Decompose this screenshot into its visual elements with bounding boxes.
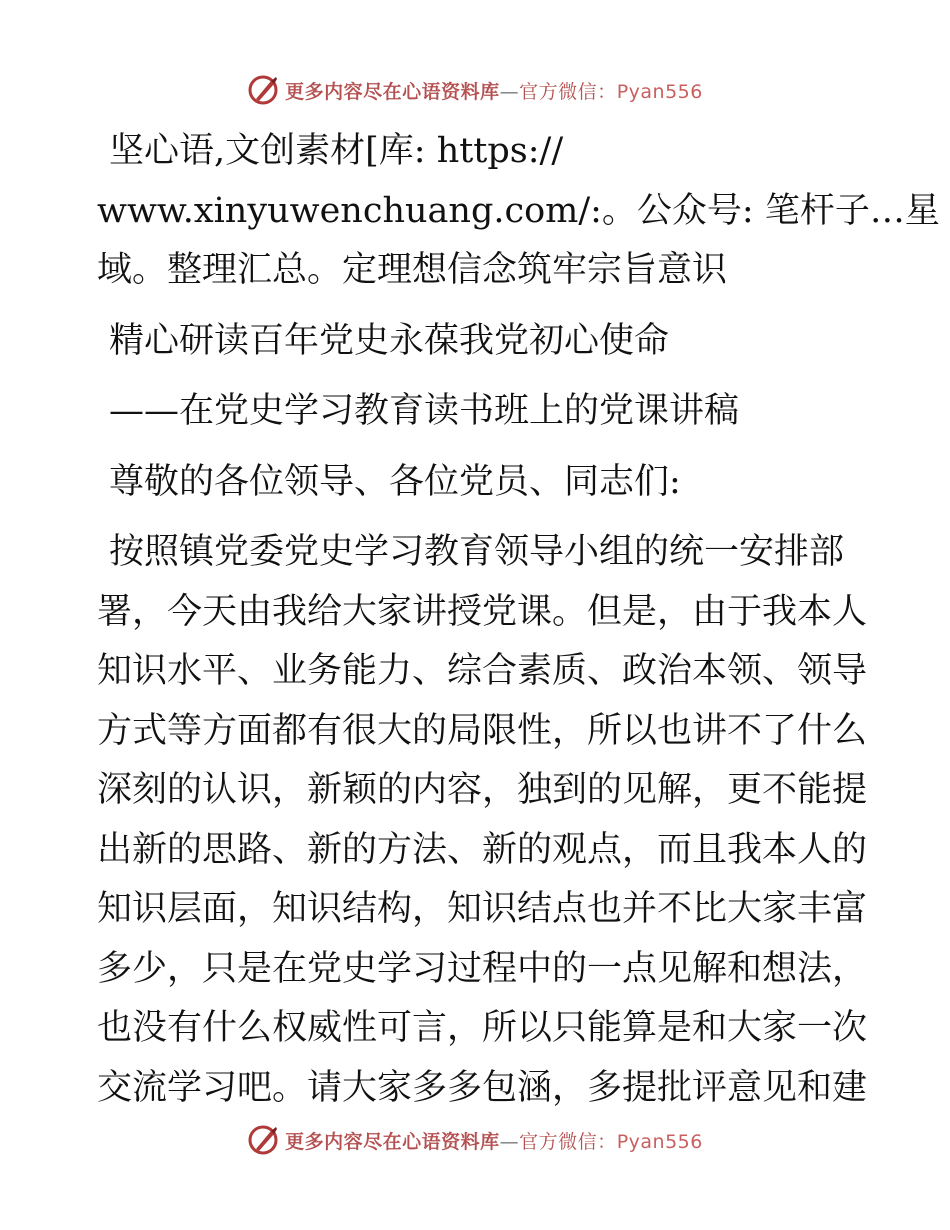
watermark-suffix: 官方微信： xyxy=(519,1130,617,1153)
body-line-6: 出新的思路、新的方法、新的观点，而且我本人的 xyxy=(97,829,868,870)
body-line-9: 也没有什么权威性可言，所以只能算是和大家一次 xyxy=(97,1008,868,1048)
brush-pen-logo-icon xyxy=(247,73,281,107)
watermark-brand: 更多内容尽在心语资料库 xyxy=(285,1130,500,1153)
document-body xyxy=(97,122,940,1118)
header-line-2: www.xinyuwenchuang.com/:。公众号: 笔杆子…星 xyxy=(97,190,940,231)
watermark-text xyxy=(285,77,703,104)
header-line-1: 坚心语,文创素材[库: https:// xyxy=(109,131,564,171)
body-line-8: 多少，只是在党史学习过程中的一点见解和想法， xyxy=(97,948,868,989)
body-line-1: 按照镇党委党史学习教育领导小组的统一安排部 xyxy=(109,532,845,572)
body-line-4: 方式等方面都有很大的局限性，所以也讲不了什么 xyxy=(97,710,868,751)
body-line-3: 知识水平、业务能力、综合素质、政治本领、领导 xyxy=(97,651,868,691)
watermark-wechat-id: Pyan556 xyxy=(616,1130,703,1153)
greeting: 尊敬的各位领导、各位党员、同志们: xyxy=(109,461,681,502)
watermark-wechat-id: Pyan556 xyxy=(616,80,703,103)
body-line-10: 交流学习吧。请大家多多包涵，多提批评意见和建 xyxy=(97,1067,868,1108)
bottom-watermark-banner xyxy=(0,1120,950,1160)
body-line-2: 署，今天由我给大家讲授党课。但是，由于我本人 xyxy=(97,591,868,632)
document-subtitle: ——在党史学习教育读书班上的党课讲稿 xyxy=(109,391,740,431)
watermark-dash: — xyxy=(499,80,520,103)
watermark-dash: — xyxy=(499,1130,520,1153)
header-line-3: 域。整理汇总。定理想信念筑牢宗旨意识 xyxy=(97,250,728,290)
watermark-suffix: 官方微信： xyxy=(519,80,617,103)
body-line-7: 知识层面，知识结构，知识结点也并不比大家丰富 xyxy=(97,889,868,929)
top-watermark-banner xyxy=(0,70,950,110)
body-line-5: 深刻的认识，新颖的内容，独到的见解，更不能提 xyxy=(97,770,868,810)
watermark-text xyxy=(285,1127,703,1154)
watermark-brand: 更多内容尽在心语资料库 xyxy=(285,80,500,103)
brush-pen-logo-icon xyxy=(247,1123,281,1157)
document-title: 精心研读百年党史永葆我党初心使命 xyxy=(109,320,670,361)
